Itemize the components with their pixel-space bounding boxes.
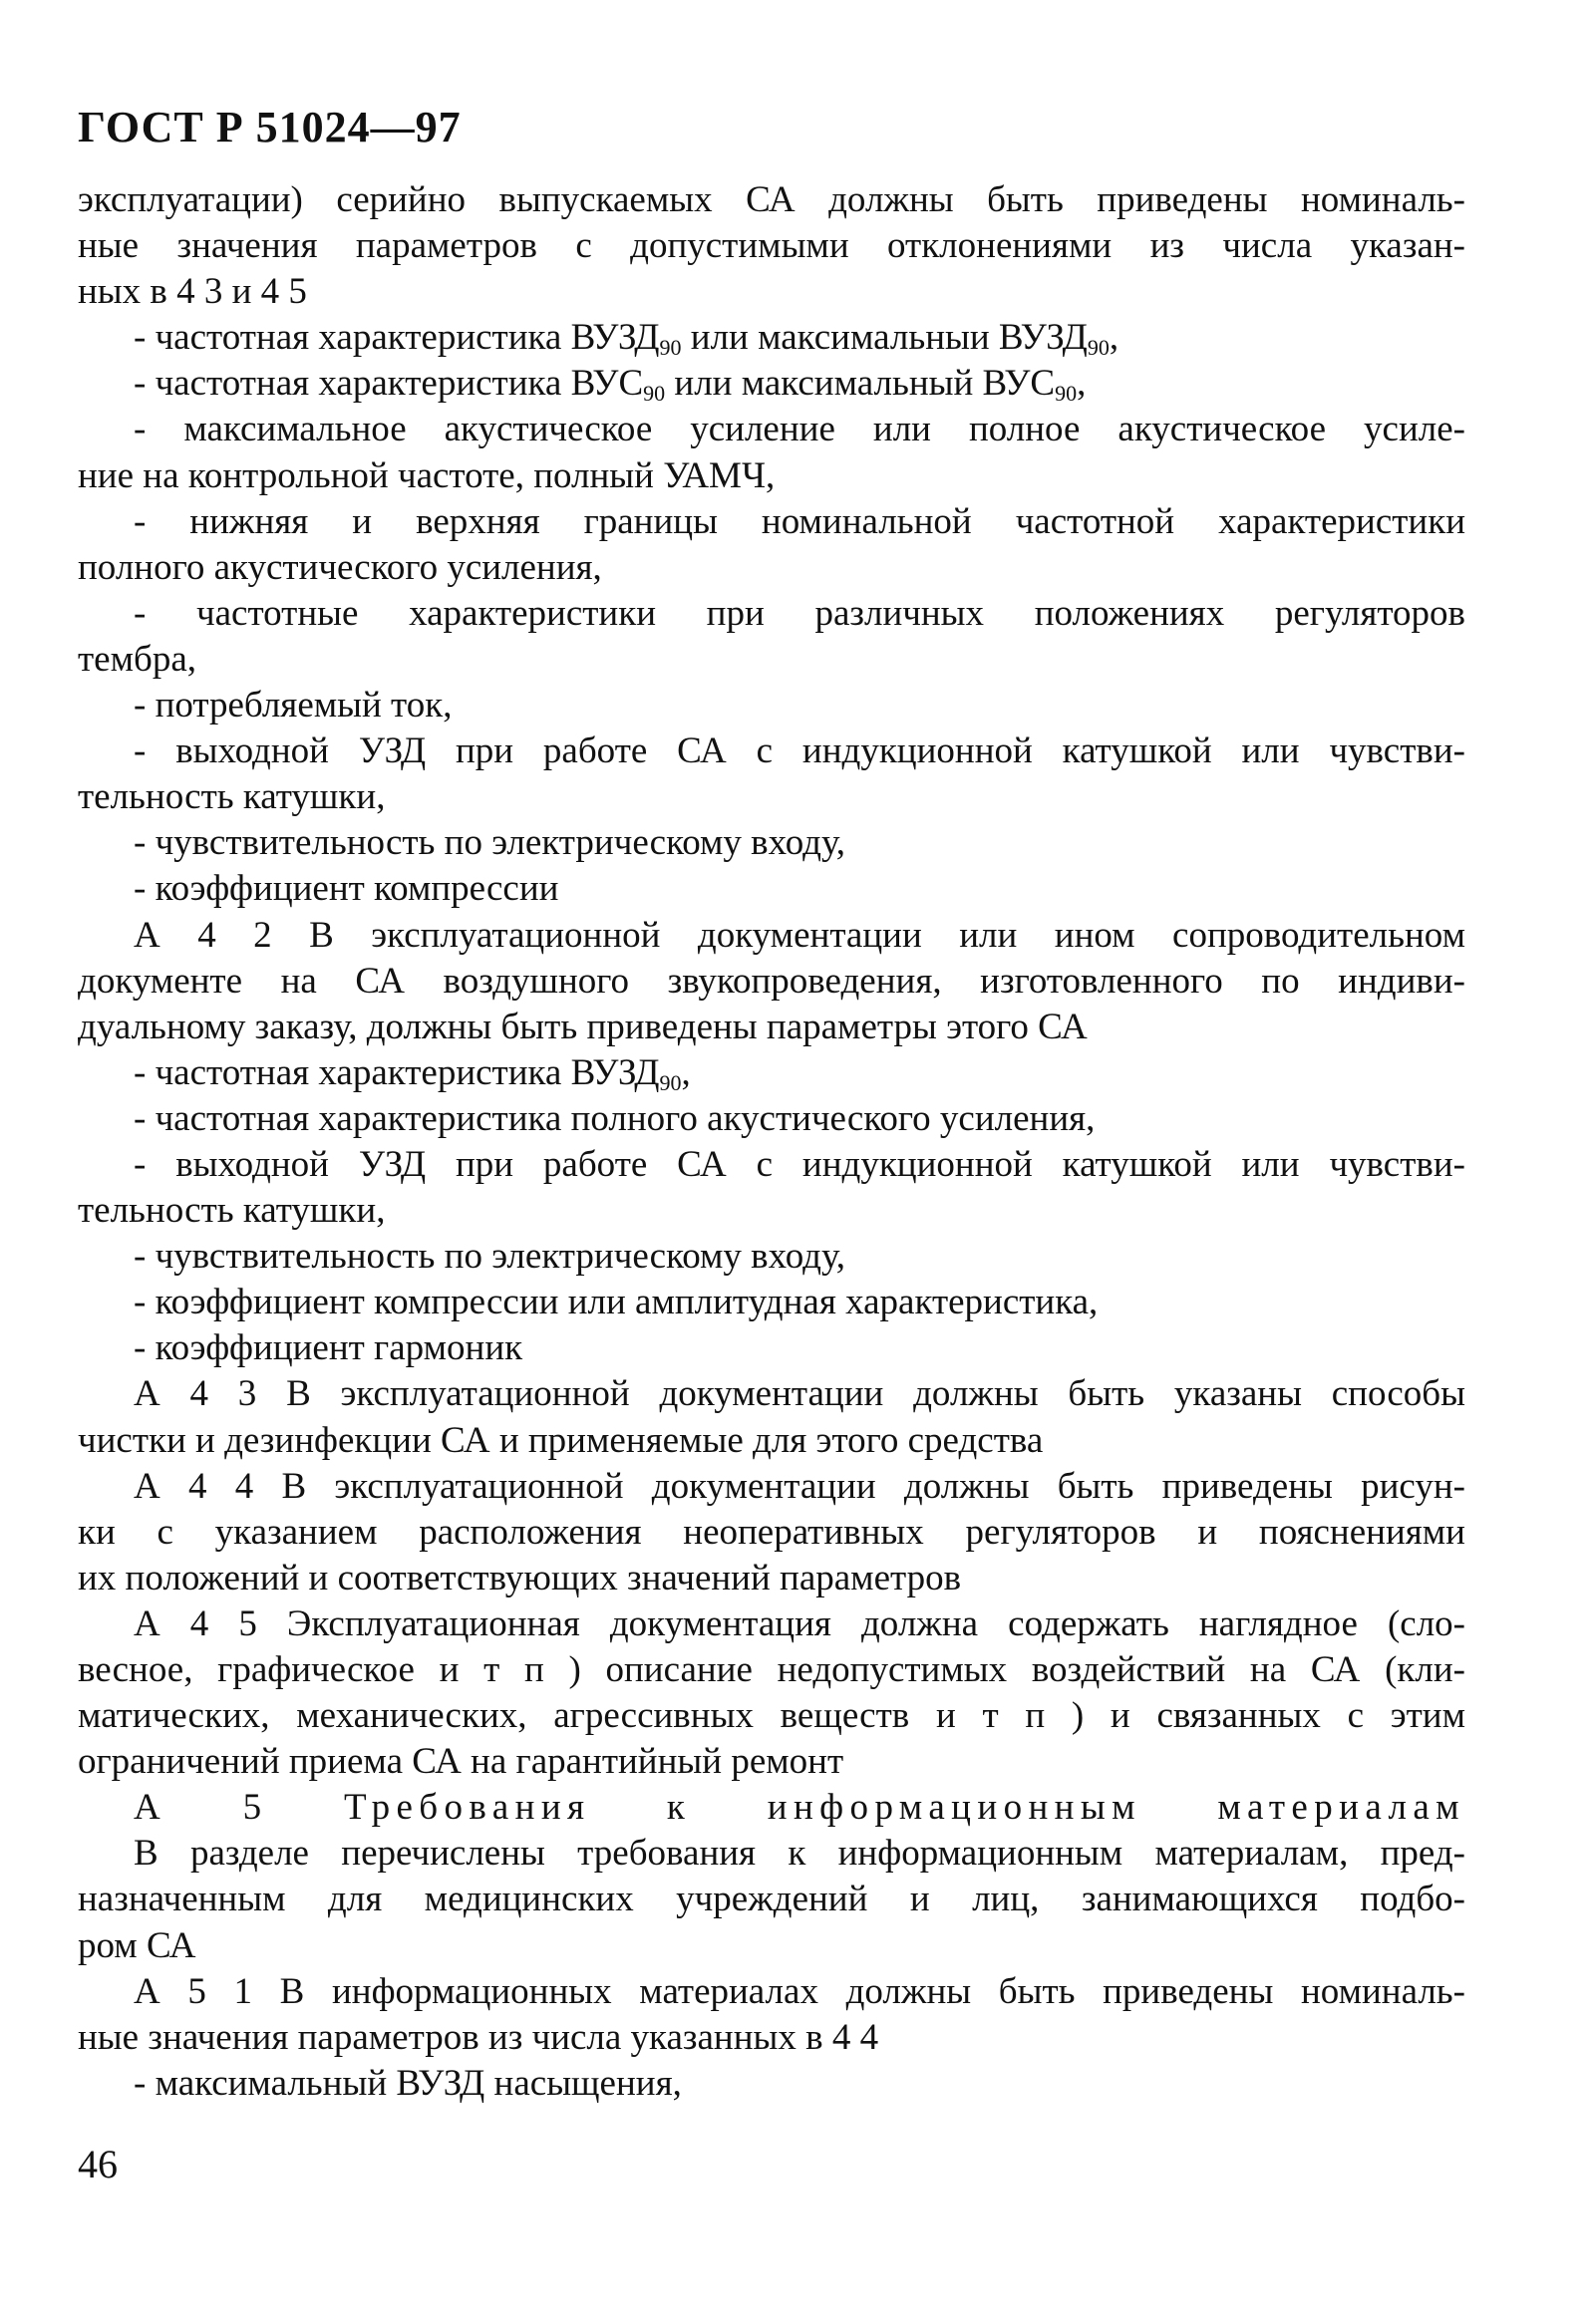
text-line — [78, 1601, 1465, 1647]
line-text: , — [1109, 317, 1119, 359]
line-text: весное, графическое и т п ) описание недопустимых воздействий на СА (кли- — [78, 1649, 1465, 1690]
text-line — [78, 1325, 1465, 1371]
line-text: А 5 Требования к информационным материалам — [134, 1787, 1465, 1829]
line-text: эксплуатации) серийно выпускаемых СА должны быть приведены номиналь- — [78, 179, 1465, 220]
line-text: А 4 2 В эксплуатационной документации или ином сопроводительном — [134, 914, 1465, 956]
page-number: 46 — [78, 2142, 118, 2186]
text-line — [78, 1785, 1465, 1831]
text-line — [78, 1739, 1465, 1785]
line-text: - частотная характеристика ВУС — [134, 363, 644, 405]
line-text: - частотная характеристика ВУЗД — [134, 1051, 660, 1093]
line-text: - выходной УЗД при работе СА с индукционной катушкой или чувстви- — [134, 730, 1465, 772]
line-text: документе на СА воздушного звукопроведения, изготовленного по индиви- — [78, 960, 1465, 1002]
text-line — [78, 913, 1465, 959]
text-line — [78, 1647, 1465, 1693]
text-line — [78, 866, 1465, 912]
text-line — [78, 223, 1465, 269]
text-line — [78, 1418, 1465, 1464]
line-text: ные значения параметров с допустимыми отклонениями из числа указан- — [78, 225, 1465, 267]
line-text: назначенным для медицинских учреждений и лиц, занимающихся подбо- — [78, 1879, 1465, 1920]
text-line — [78, 545, 1465, 591]
line-text: - коэффициент компрессии — [134, 868, 559, 910]
line-text: , — [1077, 363, 1087, 405]
line-text: ных в 4 3 и 4 5 — [78, 271, 307, 313]
text-line — [78, 774, 1465, 820]
line-text: ные значения параметров из числа указанных в 4 4 — [78, 2016, 879, 2058]
subscript: 90 — [1087, 335, 1110, 361]
text-line — [78, 269, 1465, 315]
line-text: тембра, — [78, 638, 197, 680]
line-text: - частотные характеристики при различных положениях регуляторов — [134, 592, 1465, 634]
text-line — [78, 499, 1465, 545]
text-line — [78, 2015, 1465, 2061]
line-text: ограничений приема СА на гарантийный ремонт — [78, 1741, 844, 1783]
text-line — [78, 1464, 1465, 1510]
text-line — [78, 1371, 1465, 1417]
text-line — [78, 177, 1465, 223]
line-text: чистки и дезинфекции СА и применяемые для этого средства — [78, 1419, 1044, 1461]
text-line — [78, 959, 1465, 1005]
line-text: полного акустического усиления, — [78, 546, 602, 588]
text-line — [78, 1969, 1465, 2015]
text-line — [78, 1556, 1465, 1601]
text-line — [78, 1923, 1465, 1969]
line-text: - чувствительность по электрическому входу, — [134, 1236, 846, 1278]
text-line — [78, 591, 1465, 637]
line-text: дуальному заказу, должны быть приведены параметры этого СА — [78, 1006, 1088, 1047]
line-text: А 4 3 В эксплуатационной документации должны быть указаны способы — [134, 1373, 1465, 1415]
text-line — [78, 1142, 1465, 1188]
line-text: А 5 1 В информационных материалах должны быть приведены номиналь- — [134, 1970, 1465, 2012]
text-line — [78, 1188, 1465, 1234]
subscript: 90 — [659, 335, 682, 361]
line-text: или максимальныи ВУЗД — [681, 317, 1088, 359]
subscript: 90 — [643, 381, 666, 407]
text-line — [78, 1831, 1465, 1877]
line-text: - коэффициент гармоник — [134, 1327, 523, 1369]
text-line — [78, 1510, 1465, 1556]
text-line — [78, 820, 1465, 866]
line-text: - максимальный ВУЗД насыщения, — [134, 2062, 682, 2104]
text-line — [78, 407, 1465, 452]
line-text: , — [681, 1051, 691, 1093]
line-text: - выходной УЗД при работе СА с индукционной катушкой или чувстви- — [134, 1143, 1465, 1185]
line-text: тельность катушки, — [78, 776, 386, 818]
line-text: - максимальное акустическое усиление или полное акустическое усиле- — [134, 409, 1465, 450]
text-line — [78, 315, 1465, 361]
line-text: ром СА — [78, 1924, 196, 1966]
text-line — [78, 1280, 1465, 1325]
line-text: - потребляемый ток, — [134, 685, 453, 726]
text-line — [78, 2061, 1465, 2107]
text-line — [78, 453, 1465, 499]
text-line — [78, 1877, 1465, 1922]
text-line — [78, 1096, 1465, 1142]
subscript: 90 — [1055, 381, 1078, 407]
text-line — [78, 1234, 1465, 1280]
subscript: 90 — [659, 1069, 682, 1095]
line-text: тельность катушки, — [78, 1190, 386, 1232]
line-text: - коэффициент компрессии или амплитудная характеристика, — [134, 1282, 1099, 1323]
text-line — [78, 728, 1465, 774]
line-text: или максимальный ВУС — [665, 363, 1056, 405]
text-line — [78, 683, 1465, 728]
line-text: - нижняя и верхняя границы номинальной частотной характеристики — [134, 500, 1465, 542]
line-text: - частотная характеристика ВУЗД — [134, 317, 660, 359]
text-line — [78, 1005, 1465, 1050]
line-text: их положений и соответствующих значений параметров — [78, 1557, 962, 1598]
line-text: - чувствительность по электрическому входу, — [134, 822, 846, 864]
line-text: В разделе перечислены требования к информационным материалам, пред- — [134, 1833, 1465, 1875]
page-header-standard-number: ГОСТ Р 51024—97 — [78, 103, 462, 151]
text-line — [78, 1693, 1465, 1739]
line-text: А 4 4 В эксплуатационной документации должны быть приведены рисун- — [134, 1465, 1465, 1507]
text-line — [78, 361, 1465, 407]
line-text: матических, механических, агрессивных веществ и т п ) и связанных с этим — [78, 1695, 1465, 1737]
line-text: ние на контрольной частоте, полный УАМЧ, — [78, 454, 776, 496]
document-body — [78, 177, 1465, 2107]
line-text: А 4 5 Эксплуатационная документация должна содержать наглядное (сло- — [134, 1602, 1465, 1644]
line-text: - частотная характеристика полного акустического усиления, — [134, 1097, 1096, 1139]
line-text: ки с указанием расположения неоперативных регуляторов и пояснениями — [78, 1511, 1465, 1553]
text-line — [78, 1050, 1465, 1096]
text-line — [78, 637, 1465, 683]
